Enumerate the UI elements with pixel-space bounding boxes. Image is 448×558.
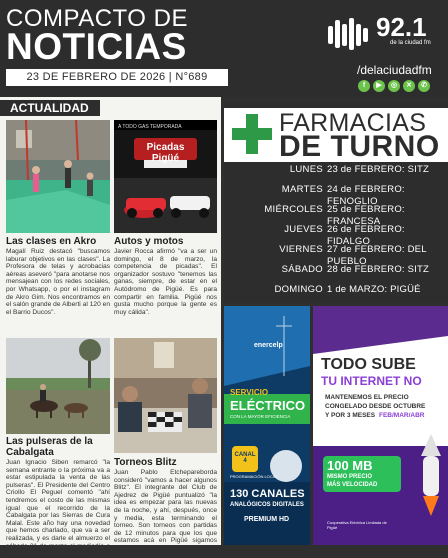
article-title-akro[interactable]: Las clases en Akro bbox=[6, 236, 97, 247]
masthead-compacto: COMPACTO DE bbox=[6, 5, 188, 32]
ad2-speed: 100 MB bbox=[327, 458, 373, 473]
farmacia-day: SÁBADO bbox=[281, 264, 323, 275]
social-icons bbox=[358, 80, 430, 92]
ad1-channels-sub: ANALÓGICOS DIGITALES bbox=[230, 502, 304, 508]
photo-akro bbox=[6, 120, 110, 233]
facebook-icon[interactable]: f bbox=[358, 80, 370, 92]
farmacias-header bbox=[224, 108, 448, 162]
logo-subtitle: de la ciudad fm bbox=[390, 40, 431, 46]
ad2-speed-sub1: MISMO PRECIO bbox=[327, 474, 373, 480]
section-title: ACTUALIDAD bbox=[0, 100, 100, 116]
ad2-line3: MANTENEMOS EL PRECIO bbox=[325, 394, 409, 401]
farmacias-subtitle: DE TURNO bbox=[279, 130, 440, 163]
farmacia-day: MIÉRCOLES bbox=[264, 204, 323, 215]
farmacia-row bbox=[224, 164, 448, 176]
farmacia-detail: 1 de MARZO: PIGÜÉ bbox=[327, 284, 421, 295]
farmacia-row bbox=[224, 224, 448, 247]
ad1-channels-count: 130 CANALES bbox=[230, 488, 305, 500]
ad2-background bbox=[313, 306, 448, 545]
farmacia-row bbox=[224, 204, 448, 227]
article-title-cabalgata[interactable]: Las pulseras de la Cabalgata bbox=[6, 436, 93, 458]
photo-blitz-illustration bbox=[114, 338, 217, 453]
farmacia-day: MARTES bbox=[281, 184, 323, 195]
whatsapp-icon[interactable]: ✆ bbox=[418, 80, 430, 92]
farmacia-day: VIERNES bbox=[279, 244, 323, 255]
photo-blitz bbox=[114, 338, 217, 453]
ad1-channel-sub: PROGRAMACIÓN LOCAL bbox=[230, 474, 278, 479]
farmacia-detail: 23 de FEBRERO: SITZ bbox=[327, 164, 429, 175]
article-title-blitz[interactable]: Torneos Blitz bbox=[114, 457, 177, 468]
picadas-banner: Picadas Pigüé bbox=[146, 142, 185, 164]
article-body-akro: Magalí Ruiz destacó "buscamos laburar objetivos en las clases". La Profesora de telas y acrobacias aéreas aseveró "para anotarse nos mensajean con los redes sociales, por Whatsapp, o por el instagram de Akro Gim. Nos encontramos en el salón grande de Alberti al 120 en el Barrio Ducos". bbox=[6, 248, 110, 316]
article-body-cabalgata: Juan Ignacio Siben remarcó "la semana entrante o la próxima va a estar estipulada la venta de las pulseras". El Presidente del Centro Criollo El Peguel comentó "ahí tendremos el costo de las mismas igual que el recorrido de la Cabalgata por las Sierras de Cura Malal. Este año hay una novedad que hemos charlado, que va a ser realizada, y es darle el almuerzo el sábado 21 de marzo al mediodía a los que compren la pulsera". bbox=[6, 459, 110, 558]
ad1-premium: PREMIUM HD bbox=[244, 516, 290, 523]
farmacia-detail: 25 de FEBRERO: FRANCESA bbox=[327, 204, 405, 227]
instagram-icon[interactable]: ◎ bbox=[388, 80, 400, 92]
farmacia-detail: 26 de FEBRERO: FIDALGO bbox=[327, 224, 405, 247]
article-body-blitz: Juan Pablo Etchepareborda consideró "vamos a hacer algunos Blitz". El integrante del Club de Ajedrez de Pigüé puntualizó "la idea es empezar para las nuevas de la noche, y ahí, después, once y media, esta terminando el torneo. Son torneos con partidas de 12 minutos para que los que estamos acá en Pigüé sigamos jugando un poco". bbox=[114, 469, 217, 552]
radio-logo[interactable] bbox=[328, 14, 440, 48]
photo-cabalgata-illustration bbox=[6, 338, 110, 434]
masthead bbox=[6, 5, 228, 86]
farmacia-detail: 28 de FEBRERO: SITZ bbox=[327, 264, 429, 275]
ad1-service-line3: CON LA MAYOR EFICIENCIA bbox=[230, 414, 291, 419]
ad1-brand: enercelp bbox=[254, 342, 283, 349]
farmacia-row bbox=[224, 244, 448, 267]
ad2-cooperative: Cooperativa Eléctrica Limitada de Pigüé bbox=[327, 520, 387, 530]
farmacia-row bbox=[224, 284, 448, 296]
farmacia-day: LUNES bbox=[289, 164, 323, 175]
ad1-service-line2: ELÉCTRICO bbox=[230, 398, 306, 413]
photo-autos bbox=[114, 120, 217, 233]
pharmacy-cross-icon bbox=[232, 114, 272, 154]
ad2-headline1: TODO SUBE bbox=[321, 356, 416, 373]
social-handle[interactable]: /delaciudadfm bbox=[357, 63, 432, 77]
photo-autos-illustration bbox=[114, 120, 217, 233]
ad2-speed-sub2: MÁS VELOCIDAD bbox=[327, 482, 378, 488]
ad1-channel: CANAL 4 bbox=[234, 452, 256, 464]
ad2-line5: Y POR 3 MESES bbox=[325, 412, 376, 419]
article-title-autos[interactable]: Autos y motos bbox=[114, 236, 184, 247]
farmacia-detail: 24 de FEBRERO: FENOGLIO bbox=[327, 184, 405, 207]
issue-date: 23 DE FEBRERO DE 2026 | N°689 bbox=[6, 69, 228, 86]
ad2-line4: CONGELADO DESDE OCTUBRE bbox=[325, 403, 426, 410]
photo-akro-illustration bbox=[6, 120, 110, 233]
farmacia-row bbox=[224, 184, 448, 207]
ad1-service-line1: SERVICIO bbox=[230, 388, 269, 397]
farmacia-day: DOMINGO bbox=[274, 284, 323, 295]
ad-internet-promo[interactable] bbox=[313, 306, 448, 545]
farmacia-detail: 27 de FEBRERO: DEL PUEBLO bbox=[327, 244, 427, 267]
masthead-noticias: NOTICIAS bbox=[6, 26, 187, 67]
photo-cabalgata bbox=[6, 338, 110, 434]
farmacias-title: FARMACIAS bbox=[279, 109, 427, 137]
header bbox=[0, 0, 448, 97]
ad2-headline2: TU INTERNET NO bbox=[321, 374, 422, 388]
youtube-icon[interactable]: ▶ bbox=[373, 80, 385, 92]
article-body-autos: Javier Rocca afirmó "va a ser un domingo, el 8 de marzo, la competencia de picadas". El organizador sostuvo "tenemos las ganas, siempre, de estar en el Autódromo de Pigüé. Es para compartir en familia. Pigüé nos gusta mucho porque la gente es muy cálida". bbox=[114, 248, 217, 316]
farmacia-day: JUEVES bbox=[284, 224, 323, 235]
x-icon[interactable]: ✕ bbox=[403, 80, 415, 92]
logo-frequency: 92.1 bbox=[376, 12, 427, 42]
ad2-months: FEB/MAR/ABR bbox=[379, 412, 425, 419]
svg-text:A TODO GAS TEMPORADA: A TODO GAS TEMPORADA bbox=[118, 124, 182, 130]
ad-cooperativa-servicios[interactable] bbox=[224, 306, 310, 545]
farmacias-panel bbox=[224, 102, 448, 303]
farmacia-row bbox=[224, 264, 448, 276]
